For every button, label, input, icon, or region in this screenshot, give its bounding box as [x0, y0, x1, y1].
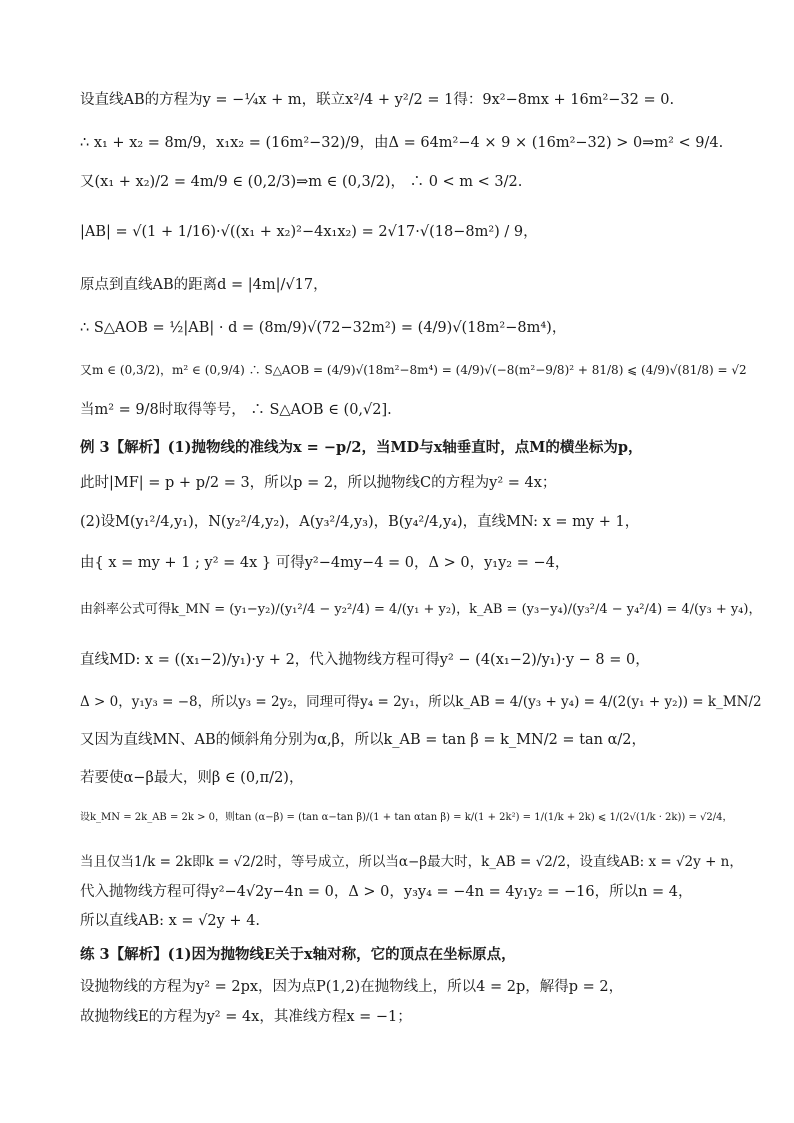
text-line: 设k_MN = 2k_AB = 2k > 0，则tan (α−β) = (tan α−tan β)/(1 + tan αtan β) = k/(1 + 2k²) = 1/(1/k + 2k) ⩽ 1/(2√(1/k · 2k)) = √2/4， — [80, 812, 733, 823]
text-line: 直线MD: x = ((x₁−2)/y₁)·y + 2，代入抛物线方程可得y² − (4(x₁−2)/y₁)·y − 8 = 0， — [80, 652, 650, 668]
text-line: 设抛物线的方程为y² = 2px，因为点P(1,2)在抛物线上，所以4 = 2p，解得p = 2， — [80, 979, 624, 995]
text-line: 又m ∈ (0,3/2)，m² ∈ (0,9/4) ∴ S△AOB = (4/9)√(18m²−8m⁴) = (4/9)√(−8(m²−9/8)² + 81/8) ⩽ (4/9)√(81/8) = √2 — [80, 363, 747, 377]
text-line: ∴ x₁ + x₂ = 8m/9，x₁x₂ = (16m²−32)/9，由Δ = 64m²−4 × 9 × (16m²−32) > 0⇒m² < 9/4. — [80, 135, 724, 151]
text-line: 又(x₁ + x₂)/2 = 4m/9 ∈ (0,2/3)⇒m ∈ (0,3/2)， ∴ 0 < m < 3/2. — [80, 174, 523, 190]
text-line: ∴ S△AOB = ½|AB| · d = (8m/9)√(72−32m²) = (4/9)√(18m²−8m⁴)， — [80, 320, 567, 336]
text-line: 原点到直线AB的距离d = |4m|/√17， — [80, 277, 328, 293]
text-line: |AB| = √(1 + 1/16)·√((x₁ + x₂)²−4x₁x₂) = 2√17·√(18−8m²) / 9， — [80, 224, 538, 240]
text-line: 由斜率公式可得k_MN = (y₁−y₂)/(y₁²/4 − y₂²/4) = 4/(y₁ + y₂)，k_AB = (y₃−y₄)/(y₃²/4 − y₄²/4) = 4/(y₃ + y₄)， — [80, 602, 762, 617]
text-line: 代入抛物线方程可得y²−4√2y−4n = 0，Δ > 0，y₃y₄ = −4n = 4y₁y₂ = −16，所以n = 4， — [80, 884, 693, 900]
example-heading: 例 3【解析】(1)抛物线的准线为x = −p/2，当MD与x轴垂直时，点M的横坐标为p， — [80, 439, 643, 456]
text-line: 故抛物线E的方程为y² = 4x，其准线方程x = −1； — [80, 1009, 412, 1025]
text-line: 设直线AB的方程为y = −¼x + m，联立x²/4 + y²/2 = 1得：9x²−8mx + 16m²−32 = 0. — [80, 92, 675, 108]
text-line: 若要使α−β最大，则β ∈ (0,π/2)， — [80, 770, 304, 786]
text-line: 此时|MF| = p + p/2 = 3，所以p = 2，所以抛物线C的方程为y² = 4x； — [80, 475, 557, 491]
text-line: 当且仅当1/k = 2k即k = √2/2时，等号成立，所以当α−β最大时，k_AB = √2/2，设直线AB: x = √2y + n， — [80, 854, 743, 870]
text-line: Δ > 0，y₁y₃ = −8，所以y₃ = 2y₂，同理可得y₄ = 2y₁，所以k_AB = 4/(y₃ + y₄) = 4/(2(y₁ + y₂)) = k_MN/2 — [80, 694, 762, 710]
text-line: 由{ x = my + 1 ; y² = 4x } 可得y²−4my−4 = 0，Δ > 0，y₁y₂ = −4， — [80, 555, 570, 571]
text-line: (2)设M(y₁²/4,y₁)，N(y₂²/4,y₂)，A(y₃²/4,y₃)，B(y₄²/4,y₄)，直线MN: x = my + 1， — [80, 514, 640, 530]
practice-heading: 练 3【解析】(1)因为抛物线E关于x轴对称，它的顶点在坐标原点， — [80, 946, 516, 963]
text-line: 当m² = 9/8时取得等号， ∴ S△AOB ∈ (0,√2]. — [80, 402, 392, 418]
text-line: 又因为直线MN、AB的倾斜角分别为α,β，所以k_AB = tan β = k_MN/2 = tan α/2， — [80, 732, 647, 748]
text-line: 所以直线AB: x = √2y + 4. — [80, 913, 261, 929]
